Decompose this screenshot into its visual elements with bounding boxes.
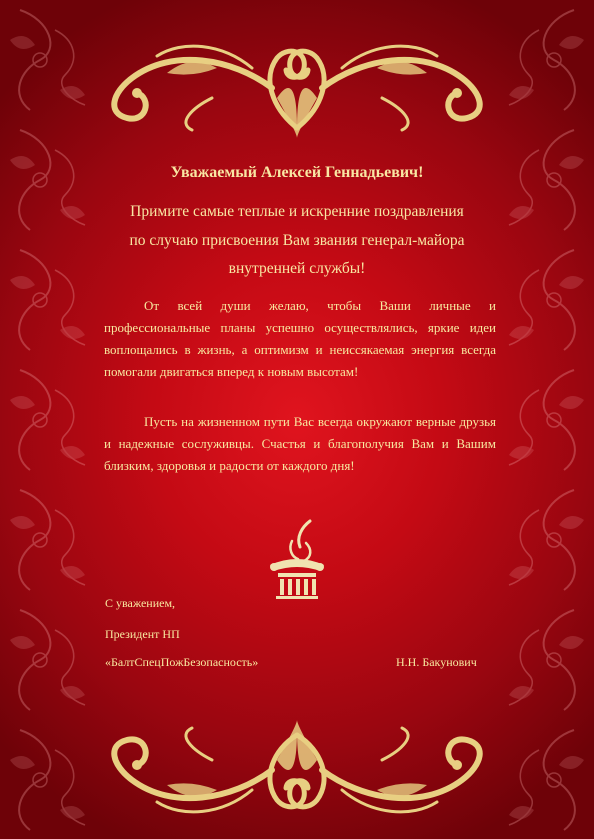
signer-name: Н.Н. Бакунович xyxy=(396,655,477,669)
wish-paragraph-1: От всей души желаю, чтобы Ваши личные и профессиональные планы успешно осуществлялись, яркие идеи воплощались в жизнь, а оптимизм и неиссякаемая энергия всегда помогали двигаться вперед к новым высотам! xyxy=(104,298,496,379)
company-name: «БалтСпецПожБезопасность» xyxy=(105,655,259,669)
signer-position: Президент НП xyxy=(105,627,180,641)
bottom-scroll-ornament-icon xyxy=(72,720,522,820)
top-scroll-ornament-icon xyxy=(72,38,522,138)
flame-column-logo-icon xyxy=(262,515,332,607)
congratulation-line: внутренней службы! xyxy=(228,260,366,277)
closing-phrase: С уважением, xyxy=(105,596,176,610)
congratulation-text xyxy=(0,198,594,284)
salutation-heading: Уважаемый Алексей Геннадьевич! xyxy=(170,164,424,181)
congratulation-line: по случаю присвоения Вам звания генерал-майора xyxy=(129,231,465,249)
congratulation-line: Примите самые теплые и искренние поздравления xyxy=(130,203,464,220)
wish-paragraph-2: Пусть на жизненном пути Вас всегда окружают верные друзья и надежные сослуживцы. Счастья и благополучия Вам и Вашим близким, здоровья и радости от каждого дня! xyxy=(104,414,496,473)
